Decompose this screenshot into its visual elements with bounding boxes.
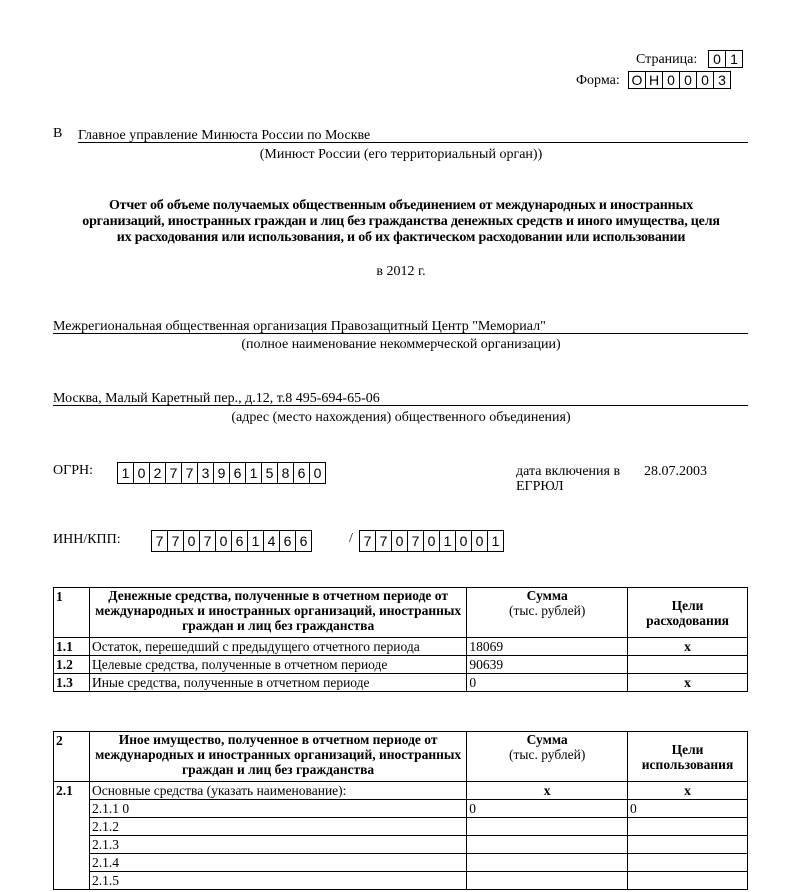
table-row bbox=[54, 872, 748, 890]
egrul-label-line: дата включения в bbox=[516, 464, 621, 479]
row-sum bbox=[467, 818, 628, 836]
row-label: Целевые средства, полученные в отчетном периоде bbox=[89, 656, 466, 674]
egrul-date: 28.07.2003 bbox=[644, 464, 707, 479]
inn-kpp-label: ИНН/КПП: bbox=[53, 532, 121, 547]
kpp-cell: 0 bbox=[471, 530, 488, 552]
section-number: 2 bbox=[54, 732, 90, 782]
table-row bbox=[54, 674, 748, 692]
inn-cell: 1 bbox=[247, 530, 264, 552]
ogrn-cell: 6 bbox=[229, 462, 246, 484]
purpose-header: Цели использования bbox=[628, 732, 748, 782]
row-purpose bbox=[628, 854, 748, 872]
organization-caption: (полное наименование некоммерческой организации) bbox=[241, 337, 561, 352]
page-number-cells bbox=[708, 50, 743, 68]
table-row bbox=[54, 800, 748, 818]
row-purpose: 0 bbox=[628, 800, 748, 818]
row-sum: 0 bbox=[467, 674, 628, 692]
row-number: 2.1 bbox=[54, 782, 90, 890]
title-line: организаций, иностранных граждан и лиц без гражданства денежных средств и иного имущества, целя bbox=[82, 214, 720, 229]
row-label: Основные средства (указать наименование): bbox=[89, 782, 466, 800]
organization-field bbox=[53, 317, 748, 334]
report-year: в 2012 г. bbox=[376, 264, 426, 279]
inn-cell: 7 bbox=[199, 530, 216, 552]
ogrn-cell: 3 bbox=[197, 462, 214, 484]
addressee-field bbox=[78, 126, 748, 143]
form-cell: 0 bbox=[662, 71, 680, 89]
inn-cell: 7 bbox=[167, 530, 184, 552]
inn-cell: 4 bbox=[263, 530, 280, 552]
sum-header-units: (тыс. рублей) bbox=[508, 747, 586, 762]
addressee-value: Главное управление Минюста России по Москве bbox=[78, 128, 371, 143]
inn-cell: 7 bbox=[151, 530, 168, 552]
kpp-cell: 0 bbox=[391, 530, 408, 552]
ogrn-cell: 8 bbox=[277, 462, 294, 484]
ogrn-cell: 7 bbox=[181, 462, 198, 484]
kpp-cells bbox=[359, 530, 504, 552]
address-caption: (адрес (место нахождения) общественного объединения) bbox=[231, 410, 571, 425]
table-row bbox=[54, 656, 748, 674]
section-header: Денежные средства, полученные в отчетном периоде от международных и иностранных организаций, иностранных граждан и лиц без гражданства bbox=[89, 588, 466, 638]
row-purpose: x bbox=[628, 782, 748, 800]
row-sum bbox=[467, 854, 628, 872]
table-row bbox=[54, 638, 748, 656]
row-label: 2.1.5 bbox=[89, 872, 466, 890]
inn-cell: 6 bbox=[279, 530, 296, 552]
form-cell: Н bbox=[645, 71, 663, 89]
form-cell: 3 bbox=[713, 71, 731, 89]
kpp-cell: 0 bbox=[423, 530, 440, 552]
kpp-cell: 0 bbox=[455, 530, 472, 552]
report-title bbox=[55, 198, 747, 246]
title-line: Отчет об объеме получаемых общественным объединением от международных и иностранных bbox=[108, 198, 694, 213]
row-sum: 0 bbox=[467, 800, 628, 818]
row-label: Остаток, перешедший с предыдущего отчетного периода bbox=[89, 638, 466, 656]
row-sum bbox=[467, 836, 628, 854]
form-cell: 0 bbox=[696, 71, 714, 89]
ogrn-cell: 7 bbox=[165, 462, 182, 484]
kpp-cell: 7 bbox=[375, 530, 392, 552]
inn-cell: 0 bbox=[183, 530, 200, 552]
row-sum: 18069 bbox=[467, 638, 628, 656]
inn-cells bbox=[151, 530, 312, 552]
row-number: 1.3 bbox=[54, 674, 90, 692]
row-purpose: x bbox=[628, 674, 748, 692]
ogrn-cell: 2 bbox=[149, 462, 166, 484]
ogrn-cells bbox=[117, 462, 326, 484]
egrul-label bbox=[516, 464, 620, 494]
table-row bbox=[54, 854, 748, 872]
ogrn-cell: 9 bbox=[213, 462, 230, 484]
row-label: 2.1.1 0 bbox=[89, 800, 466, 818]
sum-header bbox=[467, 588, 628, 638]
table-row bbox=[54, 836, 748, 854]
addressee-prefix: В bbox=[53, 126, 63, 141]
row-sum: 90639 bbox=[467, 656, 628, 674]
row-purpose bbox=[628, 818, 748, 836]
inn-cell: 6 bbox=[231, 530, 248, 552]
title-line: их расходования или использования, и об их фактическом расходовании или использовании bbox=[116, 230, 686, 245]
address-value: Москва, Малый Каретный пер., д.12, т.8 495-694-65-06 bbox=[53, 391, 380, 406]
inn-kpp-separator: / bbox=[349, 531, 353, 546]
ogrn-cell: 0 bbox=[309, 462, 326, 484]
page-cell: 1 bbox=[725, 50, 743, 68]
row-purpose bbox=[628, 872, 748, 890]
organization-value: Межрегиональная общественная организация Правозащитный Центр "Мемориал" bbox=[53, 319, 546, 334]
address-field bbox=[53, 389, 748, 406]
ogrn-cell: 5 bbox=[261, 462, 278, 484]
sum-header-title: Сумма bbox=[526, 588, 568, 603]
kpp-cell: 1 bbox=[487, 530, 504, 552]
other-property-table bbox=[53, 731, 748, 890]
section-number: 1 bbox=[54, 588, 90, 638]
ogrn-cell: 0 bbox=[133, 462, 150, 484]
inn-cell: 0 bbox=[215, 530, 232, 552]
page-label: Страница: bbox=[636, 52, 698, 67]
section-header: Иное имущество, полученное в отчетном периоде от международных и иностранных организаций, иностранных граждан и лиц без гражданства bbox=[89, 732, 466, 782]
ogrn-cell: 1 bbox=[117, 462, 134, 484]
row-label: 2.1.3 bbox=[89, 836, 466, 854]
row-purpose bbox=[628, 836, 748, 854]
ogrn-cell: 6 bbox=[293, 462, 310, 484]
inn-cell: 6 bbox=[295, 530, 312, 552]
row-number: 1.1 bbox=[54, 638, 90, 656]
sum-header-title: Сумма bbox=[526, 732, 568, 747]
egrul-label-line: ЕГРЮЛ bbox=[516, 479, 564, 494]
ogrn-cell: 1 bbox=[245, 462, 262, 484]
row-label: Иные средства, полученные в отчетном периоде bbox=[89, 674, 466, 692]
table-row bbox=[54, 818, 748, 836]
form-label: Форма: bbox=[576, 73, 620, 88]
form-code-cells bbox=[628, 71, 731, 89]
form-cell: 0 bbox=[679, 71, 697, 89]
row-sum bbox=[467, 872, 628, 890]
kpp-cell: 1 bbox=[439, 530, 456, 552]
row-label: 2.1.2 bbox=[89, 818, 466, 836]
row-number: 1.2 bbox=[54, 656, 90, 674]
row-label: 2.1.4 bbox=[89, 854, 466, 872]
sum-header bbox=[467, 732, 628, 782]
table-row bbox=[54, 782, 748, 800]
form-cell: О bbox=[628, 71, 646, 89]
ogrn-label: ОГРН: bbox=[53, 463, 93, 478]
kpp-cell: 7 bbox=[407, 530, 424, 552]
row-sum: x bbox=[467, 782, 628, 800]
monetary-funds-table bbox=[53, 587, 748, 692]
purpose-header: Цели расходования bbox=[628, 588, 748, 638]
page-cell: 0 bbox=[708, 50, 726, 68]
table-header-row bbox=[54, 732, 748, 782]
addressee-caption: (Минюст России (его территориальный орган)) bbox=[259, 147, 543, 162]
row-purpose bbox=[628, 656, 748, 674]
row-purpose: x bbox=[628, 638, 748, 656]
sum-header-units: (тыс. рублей) bbox=[509, 603, 586, 618]
table-header-row bbox=[54, 588, 748, 638]
kpp-cell: 7 bbox=[359, 530, 376, 552]
